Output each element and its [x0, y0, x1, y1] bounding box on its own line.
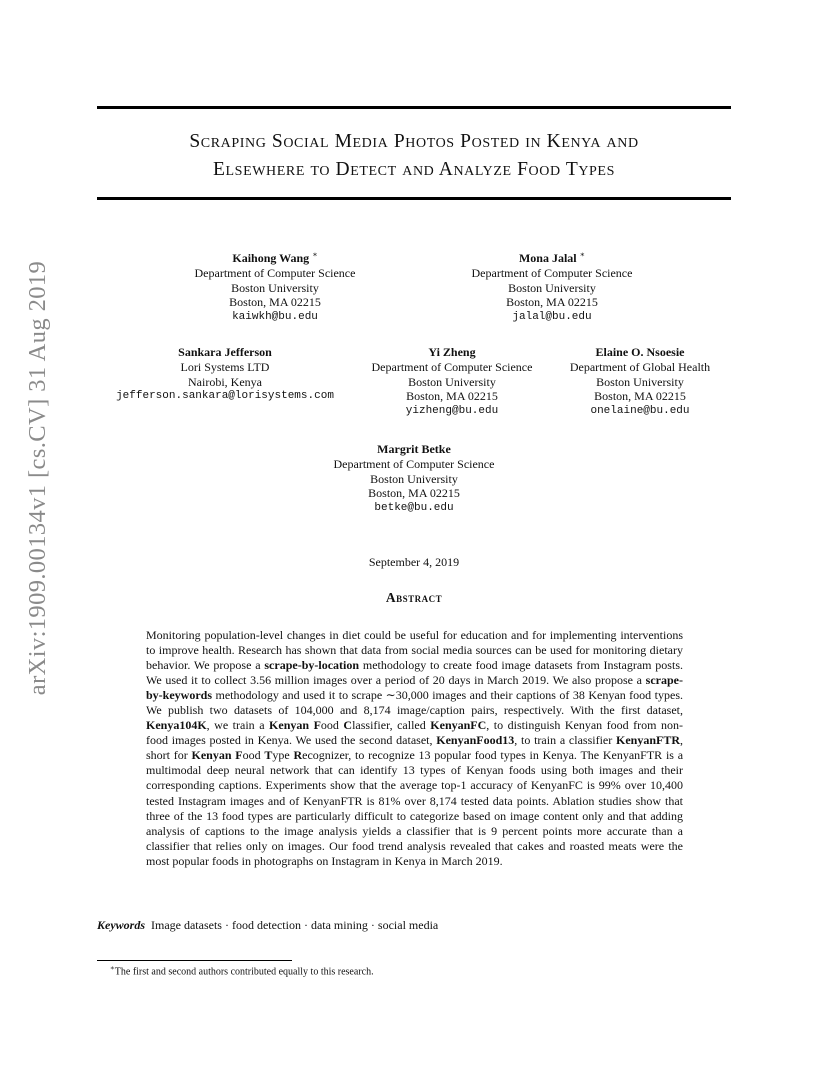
author-block-betke: [294, 442, 534, 516]
author-city: Boston, MA 02215: [594, 389, 686, 404]
footnote: [110, 964, 374, 977]
keywords: [97, 918, 438, 933]
author-block-wang: [155, 248, 395, 325]
author-name: Yi Zheng: [428, 345, 476, 359]
abstract-term: Kenya104K: [146, 718, 207, 733]
author-mark: ∗: [579, 250, 586, 259]
author-org: Nairobi, Kenya: [188, 374, 262, 389]
author-dept: Department of Computer Science: [333, 456, 495, 471]
abstract-term: Kenyan: [191, 748, 232, 763]
author-email: jefferson.sankara@lorisystems.com: [116, 390, 334, 403]
author-block-zheng: [352, 345, 552, 419]
author-dept: Department of Computer Science: [194, 265, 356, 280]
author-dept: Department of Computer Science: [371, 359, 533, 374]
author-email: onelaine@bu.edu: [590, 405, 690, 418]
author-dept: Department of Global Health: [569, 359, 711, 374]
author-city: Boston, MA 02215: [506, 295, 598, 310]
title-line-1: Scraping Social Media Photos Posted in Kenya and: [189, 131, 639, 152]
title-line-2: Elsewhere to Detect and Analyze Food Types: [213, 159, 615, 180]
footnote-mark: ∗: [110, 964, 115, 972]
author-name: Elaine O. Nsoesie: [595, 345, 685, 359]
author-name: Mona Jalal: [518, 251, 577, 265]
footnote-text: The first and second authors contributed equally to this research.: [114, 966, 374, 978]
author-email: jalal@bu.edu: [512, 311, 592, 324]
author-city: Boston, MA 02215: [406, 389, 498, 404]
abstract-heading: Abstract: [385, 590, 443, 605]
author-org: Boston University: [408, 374, 496, 389]
author-org: Boston University: [508, 280, 596, 295]
abstract-term: R: [293, 748, 303, 763]
abstract-body: [146, 628, 683, 869]
arxiv-stamp: arXiv:1909.00134v1 [cs.CV] 31 Aug 2019: [24, 260, 51, 696]
abstract-text: , to distinguish Kenyan food from non-food images posted in Kenya. We used the second dataset,: [146, 718, 684, 748]
abstract-term: KenyanFood13: [436, 733, 515, 748]
author-dept: Lori Systems LTD: [180, 359, 270, 374]
abstract-text: methodology and used it to scrape ∼30,000 images and their captions of 38 Kenyan food types. We publish two datasets of 104,000 and 8,174 image/caption pairs, respectively. With the first dataset,: [146, 688, 683, 718]
author-org: Boston University: [596, 374, 684, 389]
author-email: betke@bu.edu: [374, 502, 454, 515]
abstract-text: , to train a classifier: [514, 733, 616, 748]
author-block-nsoesie: [555, 345, 725, 419]
footnote-rule: [97, 960, 292, 961]
abstract-text: lassifier, called: [352, 718, 431, 733]
abstract-term: T: [264, 748, 273, 763]
paper-date: September 4, 2019: [368, 555, 460, 569]
author-city: Boston, MA 02215: [368, 486, 460, 501]
abstract-text: ecognizer, to recognize 13 popular food types in Kenya. The KenyanFTR is a multimodal deep neural network that can identify 13 types of Kenyan foods using both images and their corresponding captions. Experiments show that the average top-1 accuracy of KenyanFC is 99% over 10,400 tested Instagram images and of KenyanFTR is 81% over 8,174 tested data points. Ablation studies show that three of the 13 food types are particularly difficult to categorize based on image content only and that adding analysis of captions to the image analysis yields a classifier that is 9 percent points more accurate than a classifier that relies only on images. Our food trend analysis revealed that cakes and roasted meats were the most popular foods in photographs on Instagram in Kenya in March 2019.: [146, 748, 684, 868]
author-block-jefferson: [100, 345, 350, 404]
abstract-term: KenyanFTR: [615, 733, 680, 748]
abstract-term: F: [235, 748, 243, 763]
abstract-text: ood: [320, 718, 344, 733]
abstract-text: , short for: [146, 733, 683, 763]
author-mark: ∗: [312, 250, 318, 259]
author-name: Kaihong Wang: [232, 251, 310, 265]
abstract-text: methodology to create food image datasets from Instagram posts. We used it to collect 3.56 million images over a period of 20 days in March 2019. We also propose a: [146, 658, 683, 688]
abstract-text: ype: [272, 748, 294, 763]
abstract-term: scrape-by-location: [264, 658, 360, 673]
abstract-term: F: [313, 718, 321, 733]
abstract-term: C: [343, 718, 353, 733]
author-name: Margrit Betke: [377, 442, 451, 456]
abstract-text: Monitoring population-level changes in diet could be useful for education and for implementing interventions to improve health. Research has shown that data from social media sources can be used for monitoring dietary behavior. We propose a: [146, 628, 683, 673]
abstract-text: , we train a: [206, 718, 270, 733]
abstract-text: ood: [242, 748, 265, 763]
title-rule-bottom: [97, 197, 731, 200]
author-email: yizheng@bu.edu: [405, 405, 499, 418]
keywords-text: Image datasets · food detection · data mining · social media: [151, 918, 439, 932]
author-email: kaiwkh@bu.edu: [232, 311, 318, 324]
author-city: Boston, MA 02215: [229, 295, 321, 310]
author-name: Sankara Jefferson: [178, 345, 272, 359]
abstract-term: Kenyan: [269, 718, 310, 733]
abstract-term: KenyanFC: [430, 718, 487, 733]
keywords-label: Keywords: [97, 918, 145, 932]
author-org: Boston University: [370, 471, 458, 486]
paper-title: [97, 128, 731, 184]
author-block-jalal: [432, 248, 672, 325]
author-org: Boston University: [231, 280, 319, 295]
author-dept: Department of Computer Science: [471, 265, 633, 280]
title-rule-top: [97, 106, 731, 109]
abstract-term: scrape-by-keywords: [146, 673, 683, 703]
